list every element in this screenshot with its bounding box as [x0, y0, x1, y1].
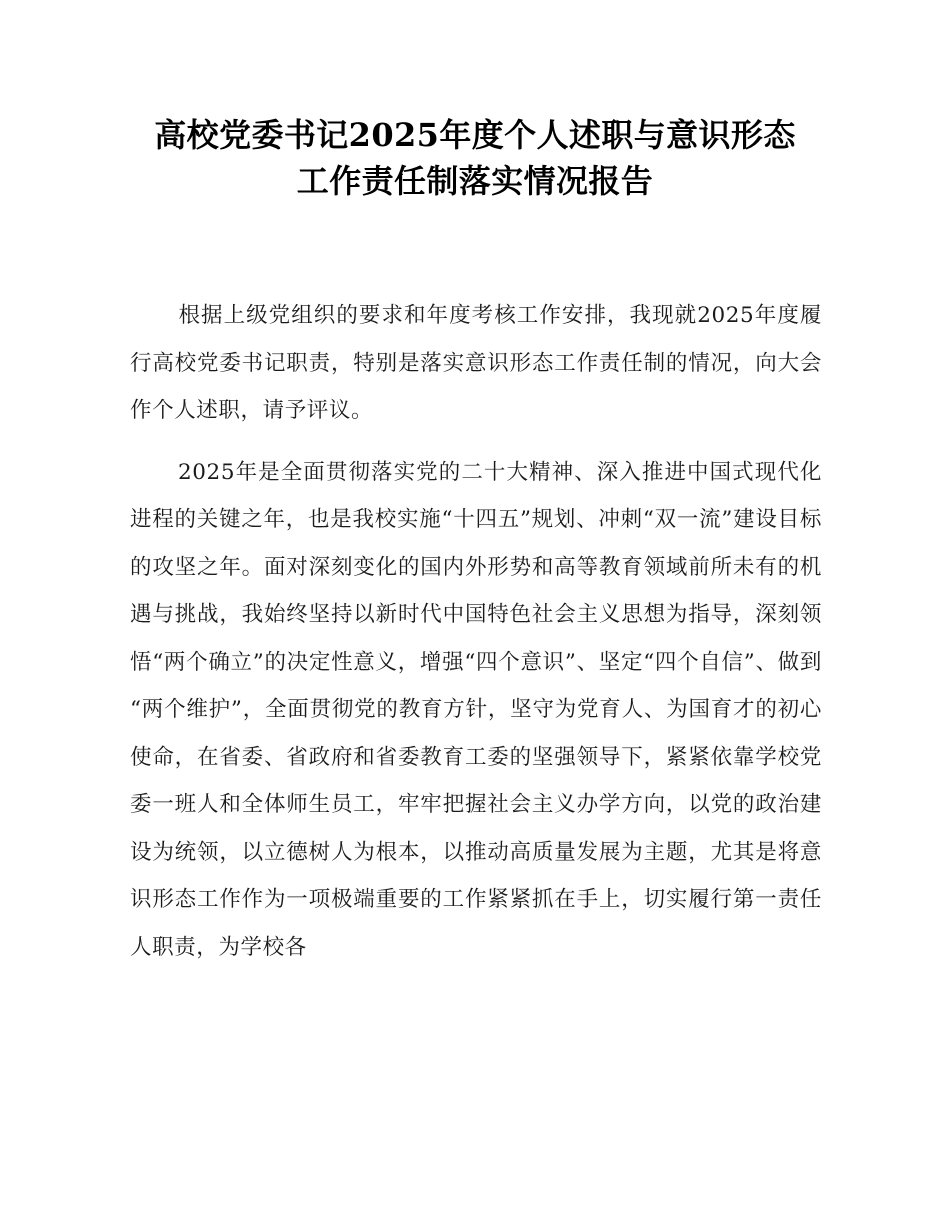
paragraph-2-text: 2025年是全面贯彻落实党的二十大精神、深入推进中国式现代化进程的关键之年，也是我校实施“十四五”规划、冲刺“双一流”建设目标的攻坚之年。面对深刻变化的国内外形势和高等教育领域前所未有的机遇与挑战，我始终坚持以新时代中国特色社会主义思想为指导，深刻领悟“两个确立”的决定性意义，增强“四个意识”、坚定“四个自信”、做到“两个维护”，全面贯彻党的教育方针，坚守为党育人、为国育才的初心使命，在省委、省政府和省委教育工委的坚强领导下，紧紧依靠学校党委一班人和全体师生员工，牢牢把握社会主义办学方向，以党的政治建设为统领，以立德树人为根本，以推动高质量发展为主题，尤其是将意识形态工作作为一项极端重要的工作紧紧抓在手上，切实履行第一责任人职责，为学校各 [130, 459, 822, 960]
paragraph-1 [130, 292, 822, 435]
paragraph-1-text: 根据上级党组织的要求和年度考核工作安排，我现就2025年度履行高校党委书记职责，特别是落实意识形态工作责任制的情况，向大会作个人述职，请予评议。 [130, 303, 822, 423]
document-title [130, 112, 820, 204]
document-body [130, 292, 822, 971]
document-title-line-1: 高校党委书记2025年度个人述职与意识形态 [154, 116, 796, 154]
document-title-line-2: 工作责任制落实情况报告 [296, 162, 654, 200]
paragraph-2 [130, 449, 822, 972]
